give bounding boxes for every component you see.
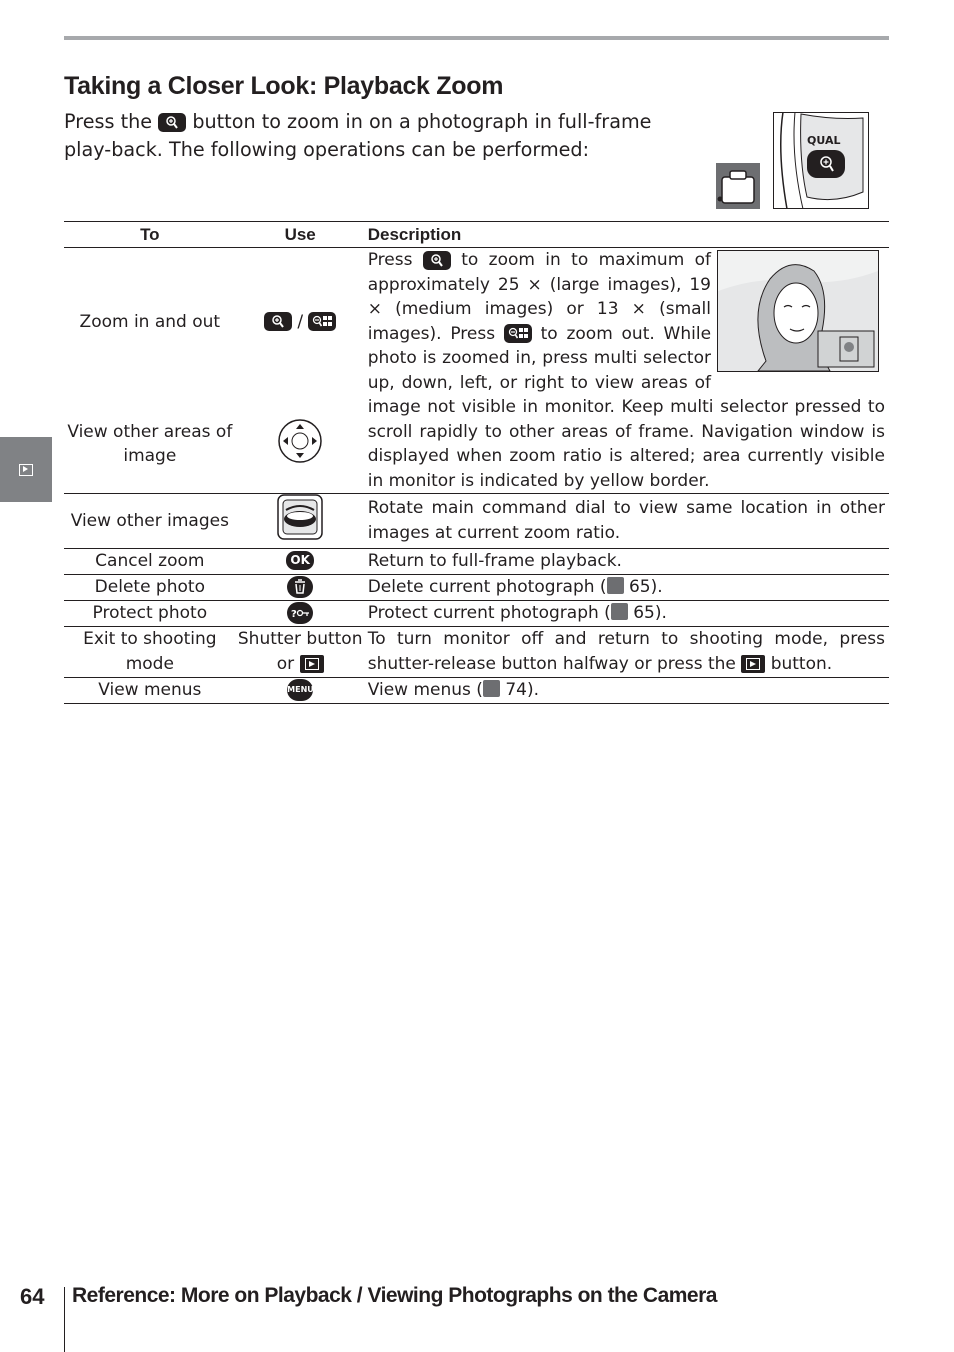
playback-icon <box>19 464 33 476</box>
row-use-delete-photo <box>236 574 365 600</box>
row-to-cancel-zoom: Cancel zoom <box>64 548 236 574</box>
playback-button-icon <box>300 655 324 673</box>
playback-button-icon <box>741 655 765 673</box>
page-number: 64 <box>20 1284 45 1309</box>
row-use-view-images <box>236 494 365 549</box>
table-row <box>64 248 889 396</box>
row-use-zoom <box>236 248 365 396</box>
row-desc-zoom <box>365 248 889 494</box>
desc-zoom-out-text: to zoom out. While photo is zoomed in, press multi selector up, down, left, or right to view areas of image not visible in monitor. Keep multi selector pressed to scroll rapidly to other areas of frame. Navigation window is displayed when zoom ratio is altered; area currently visible in monitor is indicated by yellow border. <box>367 323 885 491</box>
desc-exit-text: To turn monitor off and return to shooting mode, press shutter-release button halfway or press the <box>367 629 885 674</box>
zoom-operations-table <box>64 221 889 704</box>
playback-section-tab <box>0 437 52 502</box>
desc-press-text: Press <box>367 250 413 270</box>
zoom-out-thumbnail-button-icon <box>308 312 336 331</box>
qual-label: QUAL <box>807 134 841 147</box>
desc-protect-text: Protect current photograph ( <box>367 602 611 623</box>
zoomed-portrait-photo <box>717 250 879 372</box>
camera-qual-button-photo <box>773 112 869 209</box>
desc-exit-text-end: button. <box>770 653 833 674</box>
footer-divider <box>64 1287 65 1352</box>
intro-text-before: Press the <box>64 110 153 133</box>
row-desc-view-images: Rotate main command dial to view same location in other images at current zoom ratio. <box>365 494 889 549</box>
row-desc-protect-photo <box>365 600 889 626</box>
desc-delete-ref: 65). <box>628 576 663 597</box>
row-desc-cancel-zoom: Return to full-frame playback. <box>365 548 889 574</box>
row-use-view-menus <box>236 677 365 703</box>
row-desc-exit-shooting <box>365 626 889 677</box>
row-to-protect-photo: Protect photo <box>64 600 236 626</box>
svg-text:?: ? <box>291 608 297 620</box>
ok-button-icon: OK <box>286 551 314 570</box>
row-to-zoom: Zoom in and out <box>79 311 221 332</box>
page-reference-icon <box>611 603 628 620</box>
header-to: To <box>64 222 236 248</box>
use-separator: / <box>297 311 304 332</box>
page-title: Taking a Closer Look: Playback Zoom <box>64 72 504 100</box>
top-rule <box>64 36 889 40</box>
row-use-protect-photo <box>236 600 365 626</box>
menu-button-icon: MENU <box>287 679 313 701</box>
page-reference-icon <box>607 577 624 594</box>
desc-delete-text: Delete current photograph ( <box>367 576 607 597</box>
zoom-out-thumbnail-button-icon <box>504 324 532 343</box>
row-desc-view-menus <box>365 677 889 703</box>
table-row <box>64 677 889 703</box>
zoom-in-button-icon <box>423 251 451 270</box>
row-to-view-menus: View menus <box>64 677 236 703</box>
table-row <box>64 626 889 677</box>
row-desc-delete-photo <box>365 574 889 600</box>
protect-key-icon <box>287 602 313 624</box>
trash-icon <box>287 576 313 598</box>
zoom-in-button-icon <box>264 312 292 331</box>
row-use-view-areas <box>236 396 365 494</box>
header-use: Use <box>236 222 365 248</box>
multi-selector-icon <box>277 418 323 472</box>
desc-zoom-in-text: to zoom in to maximum of approximately 25 × (large images), 19 × (medium images) or 13 × (small images). Press <box>367 250 712 344</box>
desc-protect-ref: 65). <box>633 602 667 623</box>
table-header-row <box>64 222 889 248</box>
footer-title: Reference: More on Playback / Viewing Photographs on the Camera <box>72 1284 717 1307</box>
table-row <box>64 548 889 574</box>
use-shutter-text: Shutter button <box>237 629 363 649</box>
table-row <box>64 600 889 626</box>
row-use-exit-shooting <box>236 626 365 677</box>
command-dial-icon <box>277 494 323 548</box>
row-to-exit-shooting: Exit to shooting mode <box>64 626 236 677</box>
desc-menus-ref: 74). <box>505 679 540 700</box>
desc-menus-text: View menus ( <box>367 679 483 700</box>
table-row <box>64 494 889 549</box>
camera-body-icon <box>716 163 760 209</box>
row-use-cancel-zoom <box>236 548 365 574</box>
use-or-text: or <box>276 653 295 674</box>
zoom-in-button-icon <box>158 113 186 132</box>
row-to-view-areas: View other areas of image <box>64 396 236 494</box>
intro-text <box>64 108 684 164</box>
page-reference-icon <box>483 680 500 697</box>
table-row <box>64 574 889 600</box>
row-to-view-images: View other images <box>64 494 236 549</box>
header-description: Description <box>365 222 889 248</box>
row-to-delete-photo: Delete photo <box>64 574 236 600</box>
intro-text-after: button to zoom in on a photograph in full-frame play-back. The following operations can be performed: <box>64 110 652 161</box>
